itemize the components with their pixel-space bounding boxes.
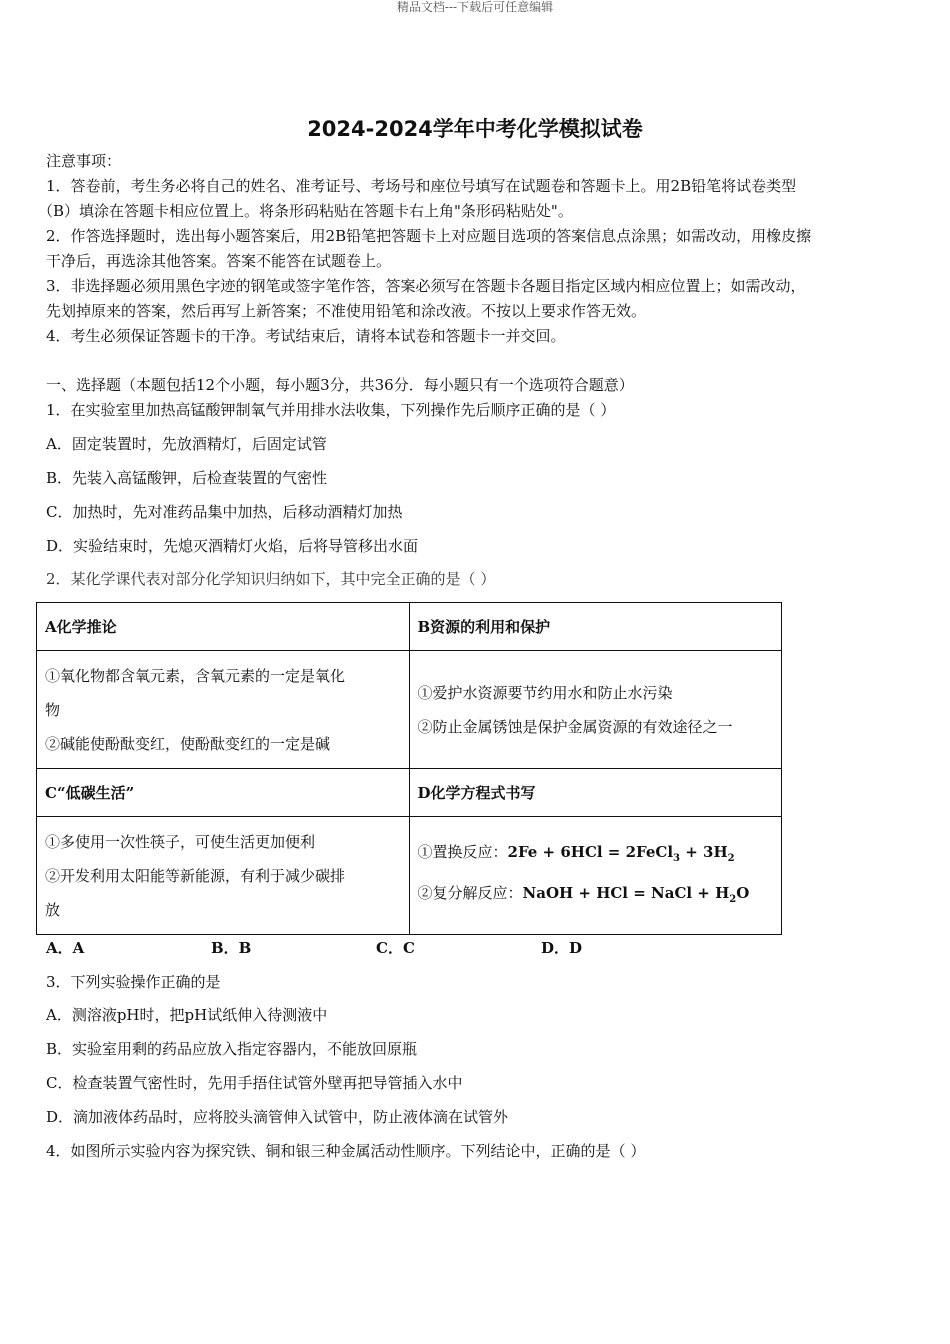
q2-stem: 2．某化学课代表对部分化学知识归纳如下，其中完全正确的是（ ）: [46, 570, 496, 588]
notice-line: 2．作答选择题时，选出每小题答案后，用2B铅笔把答题卡上对应题目选项的答案信息点涂黑；如需改动，用橡皮擦: [46, 227, 812, 245]
q1-stem: 1．在实验室里加热高锰酸钾制氧气并用排水法收集，下列操作先后顺序正确的是（ ）: [46, 401, 616, 419]
q1-option-c: C．加热时，先对准药品集中加热，后移动酒精灯加热: [46, 503, 403, 521]
q4-stem: 4．如图所示实验内容为探究铁、铜和银三种金属活动性顺序。下列结论中，正确的是（ ）: [46, 1142, 646, 1160]
notice-line: 3．非选择题必须用黑色字迹的钢笔或签字笔作答，答案必须写在答题卡各题目指定区域内相应位置上；如需改动，: [46, 277, 806, 295]
notice-line: 4．考生必须保证答题卡的干净。考试结束后，请将本试卷和答题卡一并交回。: [46, 327, 566, 345]
q2-option-b: B．B: [211, 939, 252, 957]
notice-heading: 注意事项：: [46, 152, 122, 170]
cell-a-heading: A化学推论: [37, 603, 410, 651]
equation-displacement: ①置换反应：2Fe + 6HCl = 2FeCl$_3$ + $3H_2$: [417, 842, 735, 864]
equation-double-displacement: ②复分解反应：NaOH + HCl = NaCl + $H_2O$: [417, 883, 750, 905]
q2-option-a: A．A: [46, 939, 85, 957]
cell-b-heading: B资源的利用和保护: [409, 603, 782, 651]
cell-b-content: ①爱护水资源要节约用水和防止水污染 ②防止金属锈蚀是保护金属资源的有效途径之一: [409, 651, 782, 769]
notice-line: 先划掉原来的答案，然后再写上新答案；不准使用铅笔和涂改液。不按以上要求作答无效。: [46, 302, 647, 320]
cell-c-content: ①多使用一次性筷子，可使生活更加便利 ②开发利用太阳能等新能源，有利于减少碳排 放: [37, 817, 410, 935]
notice-line: 1．答卷前，考生务必将自己的姓名、准考证号、考场号和座位号填写在试题卷和答题卡上。用2B铅笔将试卷类型: [46, 177, 797, 195]
knowledge-table: [36, 602, 782, 935]
q3-stem: 3．下列实验操作正确的是: [46, 973, 221, 991]
cell-d-heading: D化学方程式书写: [409, 769, 782, 817]
q1-option-a: A．固定装置时，先放酒精灯，后固定试管: [46, 435, 327, 453]
section-heading: 一、选择题（本题包括12个小题，每小题3分，共36分．每小题只有一个选项符合题意）: [46, 376, 634, 394]
q3-option-c: C．检查装置气密性时，先用手捂住试管外壁再把导管插入水中: [46, 1074, 463, 1092]
cell-c-heading: C“低碳生活”: [37, 769, 410, 817]
q1-option-b: B．先装入高锰酸钾，后检查装置的气密性: [46, 469, 328, 487]
q2-option-c: C．C: [376, 939, 415, 957]
page-header: 精品文档---下载后可任意编辑: [396, 0, 554, 14]
q3-option-d: D．滴加液体药品时，应将胶头滴管伸入试管中，防止液体滴在试管外: [46, 1108, 509, 1126]
cell-a-content: ①氧化物都含氧元素，含氧元素的一定是氧化 物 ②碱能使酚酞变红，使酚酞变红的一定是碱: [37, 651, 410, 769]
q1-option-d: D．实验结束时，先熄灭酒精灯火焰，后将导管移出水面: [46, 537, 419, 555]
q2-option-d: D．D: [541, 939, 583, 957]
page-title: 2024-2024学年中考化学模拟试卷: [307, 117, 643, 141]
notice-line: 干净后，再选涂其他答案。答案不能答在试题卷上。: [46, 252, 392, 270]
q3-option-a: A．测溶液pH时，把pH试纸伸入待测液中: [46, 1006, 328, 1024]
notice-line: （B）填涂在答题卡相应位置上。将条形码粘贴在答题卡右上角"条形码粘贴处"。: [38, 202, 573, 220]
q3-option-b: B．实验室用剩的药品应放入指定容器内，不能放回原瓶: [46, 1040, 418, 1058]
cell-d-content: [409, 817, 782, 935]
